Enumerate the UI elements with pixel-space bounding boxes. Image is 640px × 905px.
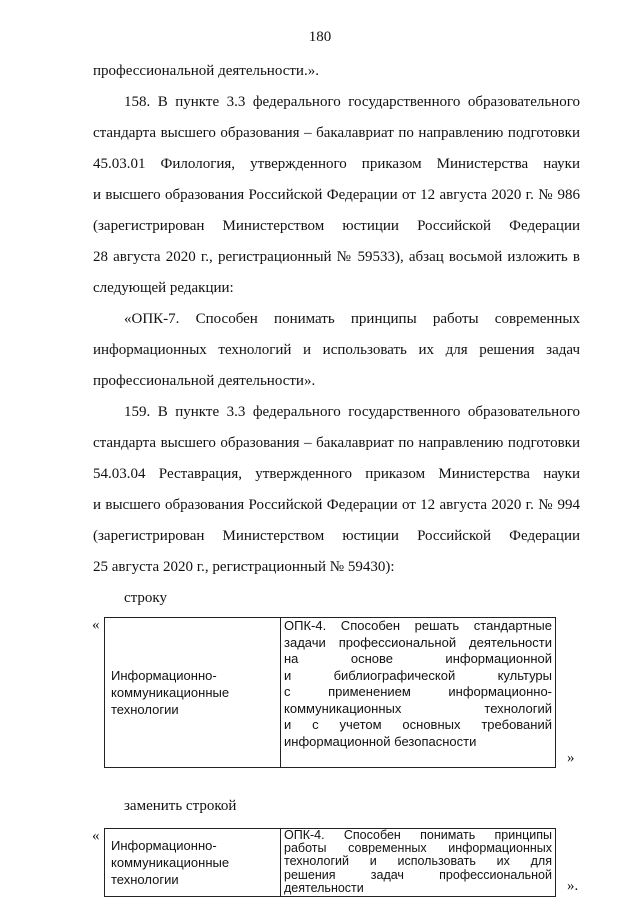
table2-open-quote: « bbox=[92, 828, 100, 844]
paragraph-159-line: и высшего образования Российской Федерации от 12 августа 2020 г. № 994 bbox=[93, 497, 580, 513]
opk7-line: «ОПК-7. Способен понимать принципы работы современных bbox=[124, 311, 580, 327]
paragraph-159-line: 25 августа 2020 г., регистрационный № 59430): bbox=[93, 559, 395, 575]
paragraph-158-line: 28 августа 2020 г., регистрационный № 59533), абзац восьмой изложить в bbox=[93, 249, 580, 265]
cell-line: деятельности bbox=[284, 880, 364, 895]
cell-line: Информационно- bbox=[111, 838, 217, 853]
cell-line: технологии bbox=[111, 872, 179, 887]
cell-line: и библиографической культуры bbox=[284, 667, 552, 683]
paragraph-159-line: (зарегистрирован Министерством юстиции Российской Федерации bbox=[93, 528, 580, 544]
cell-line: информационной безопасности bbox=[284, 733, 477, 749]
paragraph-159-line: 159. В пункте 3.3 федерального государственного образовательного bbox=[124, 404, 580, 420]
cell-line: с применением информационно- bbox=[284, 684, 552, 699]
cell-line: коммуникационных технологий bbox=[284, 700, 552, 716]
text-line: профессиональной деятельности.». bbox=[93, 63, 319, 79]
table-original-row bbox=[104, 617, 556, 768]
paragraph-159-line: стандарта высшего образования – бакалавриат по направлению подготовки bbox=[93, 435, 580, 451]
paragraph-158-line: 45.03.01 Филология, утвержденного приказом Министерства науки bbox=[93, 156, 580, 172]
cell-line: технологии bbox=[111, 702, 179, 717]
cell-line: ОПК-4. Способен решать стандартные bbox=[284, 618, 552, 633]
table2-competency-text bbox=[281, 829, 556, 897]
paragraph-158-line: 158. В пункте 3.3 федерального государственного образовательного bbox=[124, 94, 580, 110]
cell-line: коммуникационные bbox=[111, 685, 230, 700]
table2-competency-group bbox=[105, 829, 281, 897]
table2-close-quote: ». bbox=[567, 878, 579, 894]
cell-line: и с учетом основных требований bbox=[284, 717, 552, 732]
paragraph-158-line: и высшего образования Российской Федерации от 12 августа 2020 г. № 986 bbox=[93, 187, 580, 203]
cell-line: решения задач профессиональной bbox=[284, 867, 552, 882]
table-replacement-row bbox=[104, 828, 556, 897]
table1-open-quote: « bbox=[92, 617, 100, 633]
paragraph-158-line: (зарегистрирован Министерством юстиции Российской Федерации bbox=[93, 218, 580, 234]
label-zamenit: заменить строкой bbox=[124, 798, 237, 814]
cell-line: ОПК-4. Способен понимать принципы bbox=[284, 828, 552, 842]
cell-line: Информационно- bbox=[111, 668, 217, 683]
cell-line: работы современных информационных bbox=[284, 841, 552, 856]
paragraph-158-line: следующей редакции: bbox=[93, 280, 234, 296]
table1-competency-text bbox=[281, 618, 556, 768]
table1-competency-group bbox=[105, 618, 281, 768]
paragraph-159-line: 54.03.04 Реставрация, утвержденного приказом Министерства науки bbox=[93, 466, 580, 482]
opk7-line: информационных технологий и использовать их для решения задач bbox=[93, 342, 580, 358]
label-stroku: строку bbox=[124, 590, 167, 606]
cell-line: коммуникационные bbox=[111, 855, 230, 870]
page-number: 180 bbox=[308, 29, 332, 45]
cell-line: на основе информационной bbox=[284, 651, 552, 666]
cell-line: технологий и использовать их для bbox=[284, 854, 552, 869]
paragraph-158-line: стандарта высшего образования – бакалавриат по направлению подготовки bbox=[93, 125, 580, 141]
cell-line: задачи профессиональной деятельности bbox=[284, 634, 552, 650]
opk7-line: профессиональной деятельности». bbox=[93, 373, 316, 389]
table1-close-quote: » bbox=[567, 750, 575, 766]
